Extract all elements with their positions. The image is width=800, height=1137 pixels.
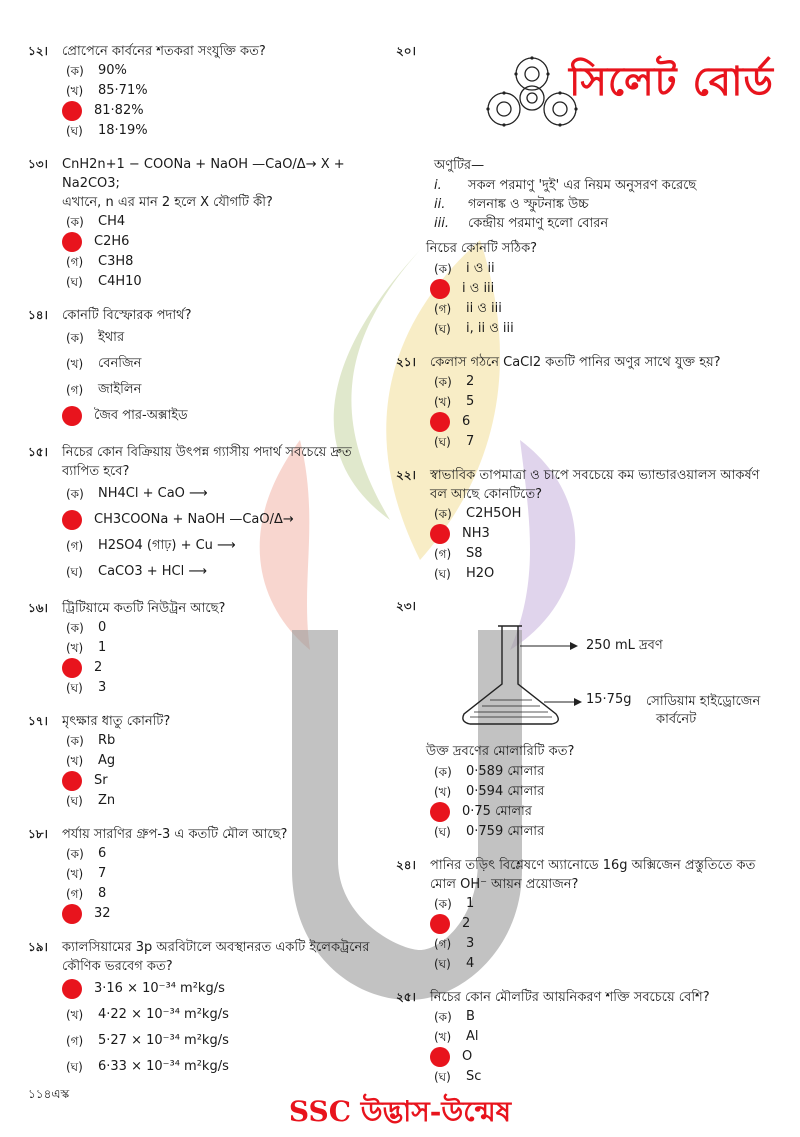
answer-option[interactable] bbox=[434, 299, 766, 319]
option-text: 85·71% bbox=[98, 83, 148, 98]
option-text: 0·589 মোলার bbox=[466, 764, 545, 779]
option-text: 81·82% bbox=[94, 103, 144, 118]
statement-text: কেন্দ্রীয় পরমাণু হলো বোরন bbox=[468, 216, 609, 231]
option-label: (ক) bbox=[434, 375, 452, 389]
statement-text: গলনাঙ্ক ও স্ফুটনাঙ্ক উচ্চ bbox=[468, 197, 589, 212]
option-label: (ক) bbox=[434, 765, 452, 779]
answer-option[interactable] bbox=[434, 934, 766, 954]
answer-option[interactable] bbox=[434, 1007, 766, 1027]
answer-option[interactable] bbox=[66, 638, 378, 658]
statement-numeral: ii. bbox=[434, 197, 446, 212]
question-number: ১৫। bbox=[28, 445, 48, 459]
substance-label-2: কার্বনেট bbox=[656, 712, 697, 727]
question-text: পানির তড়িৎ বিশ্লেষণে অ্যানোডে 16g অক্সিজেন প্রস্তুতিতে কত মোল OH⁻ আয়ন প্রয়োজন? bbox=[430, 858, 756, 892]
answer-option[interactable] bbox=[66, 272, 378, 292]
answer-option[interactable] bbox=[66, 976, 378, 1002]
option-text: Rb bbox=[98, 733, 116, 748]
option-label: (খ) bbox=[66, 357, 84, 371]
option-label: (গ) bbox=[434, 547, 452, 561]
option-text: 3·16 × 10⁻³⁴ m²kg/s bbox=[94, 981, 225, 996]
option-text: NH3 bbox=[462, 526, 490, 541]
selected-answer-dot bbox=[62, 406, 82, 426]
answer-option[interactable] bbox=[66, 121, 378, 141]
option-text: C3H8 bbox=[98, 254, 134, 269]
answer-option[interactable] bbox=[66, 884, 378, 904]
selected-answer-dot bbox=[62, 771, 82, 791]
question bbox=[28, 825, 378, 924]
option-label: (ক) bbox=[66, 621, 84, 635]
option-text: O bbox=[462, 1049, 473, 1064]
answer-option[interactable] bbox=[66, 403, 378, 429]
option-label: (খ) bbox=[66, 867, 84, 881]
option-label: (ক) bbox=[66, 64, 84, 78]
answer-option[interactable] bbox=[66, 771, 378, 791]
answer-option[interactable] bbox=[434, 802, 766, 822]
question bbox=[28, 599, 378, 698]
page-number: ১১৪এস্ক bbox=[28, 1087, 70, 1101]
question-text: কেলাস গঠনে CaCl2 কতটি পানির অণুর সাথে যুক্ত হয়? bbox=[430, 355, 721, 370]
question-text: মৃৎক্ষার ধাতু কোনটি? bbox=[62, 714, 171, 729]
option-label: (ঘ) bbox=[66, 794, 83, 808]
option-text: জাইলিন bbox=[98, 382, 142, 397]
answer-option[interactable] bbox=[66, 507, 378, 533]
answer-option[interactable] bbox=[434, 1047, 766, 1067]
mass-label: 15·75g bbox=[586, 692, 632, 707]
option-label: (গ) bbox=[434, 302, 452, 316]
question-number: ২১। bbox=[396, 355, 416, 369]
answer-option[interactable] bbox=[434, 564, 766, 584]
answer-option[interactable] bbox=[66, 904, 378, 924]
question-text: ট্রিটিয়ামে কতটি নিউট্রন আছে? bbox=[62, 601, 226, 616]
question-number: ২৫। bbox=[396, 990, 416, 1004]
question-number: ১৮। bbox=[28, 827, 48, 841]
question bbox=[396, 466, 766, 584]
answer-option[interactable] bbox=[66, 658, 378, 678]
answer-option[interactable] bbox=[66, 81, 378, 101]
option-text: 1 bbox=[98, 640, 107, 655]
option-label: (ঘ) bbox=[66, 124, 83, 138]
answer-option[interactable] bbox=[66, 61, 378, 81]
statement-numeral: i. bbox=[434, 178, 442, 193]
question-text-continued: এখানে, n এর মান 2 হলে X যৌগটি কী? bbox=[62, 195, 273, 210]
answer-option[interactable] bbox=[66, 1002, 378, 1028]
question bbox=[28, 42, 378, 141]
selected-answer-dot bbox=[430, 524, 450, 544]
option-text: 4·22 × 10⁻³⁴ m²kg/s bbox=[98, 1007, 229, 1022]
selected-answer-dot bbox=[62, 979, 82, 999]
question bbox=[396, 988, 766, 1087]
question-23 bbox=[396, 598, 766, 842]
answer-option[interactable] bbox=[434, 894, 766, 914]
option-text: বেনজিন bbox=[98, 356, 142, 371]
option-text: i ও ii bbox=[466, 261, 495, 276]
answer-option[interactable] bbox=[434, 372, 766, 392]
answer-option[interactable] bbox=[66, 232, 378, 252]
statement-text: সকল পরমাণু 'দুই' এর নিয়ম অনুসরণ করেছে bbox=[468, 178, 697, 193]
option-label: (খ) bbox=[66, 84, 84, 98]
option-text: 0·594 মোলার bbox=[466, 784, 545, 799]
answer-option[interactable] bbox=[434, 279, 766, 299]
option-text: 0 bbox=[98, 620, 107, 635]
option-label: (গ) bbox=[66, 383, 84, 397]
question-number: ১৬। bbox=[28, 601, 48, 615]
question-text: পর্যায় সারণির গ্রুপ-3 এ কতটি মৌল আছে? bbox=[62, 827, 288, 842]
question-text: প্রোপেনে কার্বনের শতকরা সংযুক্তি কত? bbox=[62, 44, 266, 59]
option-label: (ক) bbox=[66, 847, 84, 861]
board-title: সিলেট বোর্ড bbox=[569, 58, 774, 105]
option-text: ii ও iii bbox=[466, 301, 502, 316]
selected-answer-dot bbox=[62, 232, 82, 252]
option-text: 1 bbox=[466, 896, 475, 911]
answer-option[interactable] bbox=[66, 325, 378, 351]
option-text: C2H5OH bbox=[466, 506, 522, 521]
option-text: 2 bbox=[466, 374, 475, 389]
question-20-prompt: নিচের কোনটি সঠিক? bbox=[426, 241, 538, 256]
question-text: স্বাভাবিক তাপমাত্রা ও চাপে সবচেয়ে কম ভ্যান্ডারওয়ালস আকর্ষণ বল আছে কোনটিতে? bbox=[430, 468, 760, 502]
answer-option[interactable] bbox=[66, 844, 378, 864]
question-text: নিচের কোন বিক্রিয়ায় উৎপন্ন গ্যাসীয় পদার্থ সবচেয়ে দ্রুত ব্যাপিত হবে? bbox=[62, 445, 352, 479]
answer-option[interactable] bbox=[434, 954, 766, 974]
option-text: Sc bbox=[466, 1069, 482, 1084]
question-20 bbox=[396, 156, 766, 339]
option-text: 2 bbox=[462, 916, 471, 931]
option-text: 2 bbox=[94, 660, 103, 675]
option-text: 6 bbox=[462, 414, 471, 429]
option-text: জৈব পার-অক্সাইড bbox=[94, 408, 188, 423]
answer-option[interactable] bbox=[66, 481, 378, 507]
option-label: (ঘ) bbox=[434, 1070, 451, 1084]
question-20-header bbox=[396, 42, 766, 142]
answer-option[interactable] bbox=[66, 678, 378, 698]
answer-option[interactable] bbox=[434, 822, 766, 842]
option-text: 7 bbox=[98, 866, 107, 881]
right-column bbox=[396, 42, 766, 1101]
option-label: (ক) bbox=[434, 897, 452, 911]
option-label: (ঘ) bbox=[66, 681, 83, 695]
answer-option[interactable] bbox=[66, 731, 378, 751]
option-label: (গ) bbox=[66, 1034, 84, 1048]
answer-option[interactable] bbox=[434, 504, 766, 524]
answer-option[interactable] bbox=[434, 392, 766, 412]
question bbox=[28, 306, 378, 429]
option-label: (খ) bbox=[66, 754, 84, 768]
question-20-lead: অণুটির— bbox=[434, 158, 485, 173]
option-label: (ঘ) bbox=[434, 435, 451, 449]
option-label: (গ) bbox=[66, 539, 84, 553]
flask-diagram bbox=[434, 622, 766, 742]
selected-answer-dot bbox=[430, 279, 450, 299]
option-label: (ঘ) bbox=[66, 565, 83, 579]
option-label: (ক) bbox=[434, 507, 452, 521]
option-text: Al bbox=[466, 1029, 479, 1044]
option-text: 3 bbox=[466, 936, 475, 951]
option-text: 0·75 মোলার bbox=[462, 804, 532, 819]
option-label: (ঘ) bbox=[434, 322, 451, 336]
option-label: (ক) bbox=[434, 1010, 452, 1024]
answer-option[interactable] bbox=[66, 1028, 378, 1054]
selected-answer-dot bbox=[62, 101, 82, 121]
option-text: Zn bbox=[98, 793, 116, 808]
option-label: (ঘ) bbox=[66, 1060, 83, 1074]
option-text: 0·759 মোলার bbox=[466, 824, 545, 839]
option-text: 6·33 × 10⁻³⁴ m²kg/s bbox=[98, 1059, 229, 1074]
option-label: (ঘ) bbox=[434, 957, 451, 971]
option-label: (ক) bbox=[66, 215, 84, 229]
option-text: 4 bbox=[466, 956, 475, 971]
question-number: ১২। bbox=[28, 44, 48, 58]
option-text: 6 bbox=[98, 846, 107, 861]
answer-option[interactable] bbox=[66, 864, 378, 884]
question-number: ১৪। bbox=[28, 308, 48, 322]
statement-numeral: iii. bbox=[434, 216, 449, 231]
question-number: ১৯। bbox=[28, 940, 48, 954]
option-text: C2H6 bbox=[94, 234, 130, 249]
option-label: (ক) bbox=[66, 487, 84, 501]
statement bbox=[434, 214, 766, 233]
option-text: 5·27 × 10⁻³⁴ m²kg/s bbox=[98, 1033, 229, 1048]
option-label: (খ) bbox=[66, 1008, 84, 1022]
question-number: ১৭। bbox=[28, 714, 48, 728]
option-label: (ঘ) bbox=[66, 275, 83, 289]
option-text: Sr bbox=[94, 773, 108, 788]
option-text: i ও iii bbox=[462, 281, 495, 296]
option-text: H2SO4 (গাঢ়) + Cu ⟶ bbox=[98, 538, 236, 553]
answer-option[interactable] bbox=[66, 212, 378, 232]
selected-answer-dot bbox=[62, 510, 82, 530]
answer-option[interactable] bbox=[434, 412, 766, 432]
answer-option[interactable] bbox=[66, 351, 378, 377]
option-label: (খ) bbox=[66, 641, 84, 655]
substance-label: সোডিয়াম হাইড্রোজেন bbox=[646, 694, 761, 709]
option-label: (গ) bbox=[66, 255, 84, 269]
answer-option[interactable] bbox=[434, 319, 766, 339]
statement bbox=[434, 195, 766, 214]
option-label: (ক) bbox=[66, 734, 84, 748]
answer-option[interactable] bbox=[66, 377, 378, 403]
option-text: 32 bbox=[94, 906, 111, 921]
answer-option[interactable] bbox=[434, 782, 766, 802]
answer-option[interactable] bbox=[434, 1067, 766, 1087]
option-text: NH4Cl + CaO ⟶ bbox=[98, 486, 208, 501]
answer-option[interactable] bbox=[66, 791, 378, 811]
answer-option[interactable] bbox=[66, 252, 378, 272]
option-label: (ঘ) bbox=[434, 567, 451, 581]
question-number: ১৩। bbox=[28, 157, 48, 171]
question-number: ২৩। bbox=[396, 599, 416, 613]
option-text: CH3COONa + NaOH —CaO/Δ→ bbox=[94, 512, 294, 527]
option-text: 5 bbox=[466, 394, 475, 409]
option-text: H2O bbox=[466, 566, 495, 581]
option-text: ইথার bbox=[98, 330, 125, 345]
option-label: (ক) bbox=[66, 331, 84, 345]
selected-answer-dot bbox=[430, 412, 450, 432]
option-label: (খ) bbox=[434, 785, 452, 799]
answer-option[interactable] bbox=[66, 533, 378, 559]
question bbox=[28, 443, 378, 585]
answer-option[interactable] bbox=[434, 544, 766, 564]
answer-option[interactable] bbox=[66, 1054, 378, 1080]
option-text: i, ii ও iii bbox=[466, 321, 514, 336]
option-label: (গ) bbox=[66, 887, 84, 901]
brand-footer: SSC উদ্ভাস-উন্মেষ bbox=[288, 1095, 512, 1128]
question-23-prompt: উক্ত দ্রবণের মোলারিটি কত? bbox=[426, 744, 575, 759]
answer-option[interactable] bbox=[434, 914, 766, 934]
option-text: CaCO3 + HCl ⟶ bbox=[98, 564, 208, 579]
option-text: 7 bbox=[466, 434, 475, 449]
question-number: ২০। bbox=[396, 44, 416, 58]
answer-option[interactable] bbox=[66, 618, 378, 638]
question-text: কোনটি বিস্ফোরক পদার্থ? bbox=[62, 308, 192, 323]
selected-answer-dot bbox=[430, 802, 450, 822]
option-text: CH4 bbox=[98, 214, 126, 229]
answer-option[interactable] bbox=[434, 259, 766, 279]
answer-option[interactable] bbox=[66, 559, 378, 585]
option-text: S8 bbox=[466, 546, 483, 561]
answer-option[interactable] bbox=[434, 1027, 766, 1047]
answer-option[interactable] bbox=[434, 432, 766, 452]
question bbox=[28, 712, 378, 811]
statement bbox=[434, 176, 766, 195]
option-text: 18·19% bbox=[98, 123, 148, 138]
answer-option[interactable] bbox=[66, 751, 378, 771]
option-text: 90% bbox=[98, 63, 127, 78]
question-text: ক্যালসিয়ামের 3p অরবিটালে অবস্থানরত একটি ইলেকট্রনের কৌণিক ভরবেগ কত? bbox=[62, 940, 370, 974]
option-text: 8 bbox=[98, 886, 107, 901]
selected-answer-dot bbox=[62, 904, 82, 924]
option-label: (গ) bbox=[434, 937, 452, 951]
option-text: 3 bbox=[98, 680, 107, 695]
option-text: B bbox=[466, 1009, 475, 1024]
question bbox=[28, 938, 378, 1080]
selected-answer-dot bbox=[430, 914, 450, 934]
left-column bbox=[28, 42, 378, 1094]
answer-option[interactable] bbox=[434, 524, 766, 544]
answer-option[interactable] bbox=[434, 762, 766, 782]
option-label: (ঘ) bbox=[434, 825, 451, 839]
question bbox=[396, 353, 766, 452]
question-number: ২৪। bbox=[396, 858, 416, 872]
solution-volume-label: 250 mL দ্রবণ bbox=[586, 638, 663, 653]
option-label: (ক) bbox=[434, 262, 452, 276]
question-number: ২২। bbox=[396, 468, 416, 482]
question-text: নিচের কোন মৌলটির আয়নিকরণ শক্তি সবচেয়ে বেশি? bbox=[430, 990, 710, 1005]
selected-answer-dot bbox=[430, 1047, 450, 1067]
option-text: C4H10 bbox=[98, 274, 142, 289]
selected-answer-dot bbox=[62, 658, 82, 678]
question bbox=[396, 856, 766, 974]
option-label: (খ) bbox=[434, 395, 452, 409]
question bbox=[28, 155, 378, 292]
question-text: CnH2n+1 − COONa + NaOH —CaO/Δ→ X + Na2CO3; bbox=[62, 157, 345, 191]
option-label: (খ) bbox=[434, 1030, 452, 1044]
answer-option[interactable] bbox=[66, 101, 378, 121]
option-text: Ag bbox=[98, 753, 116, 768]
